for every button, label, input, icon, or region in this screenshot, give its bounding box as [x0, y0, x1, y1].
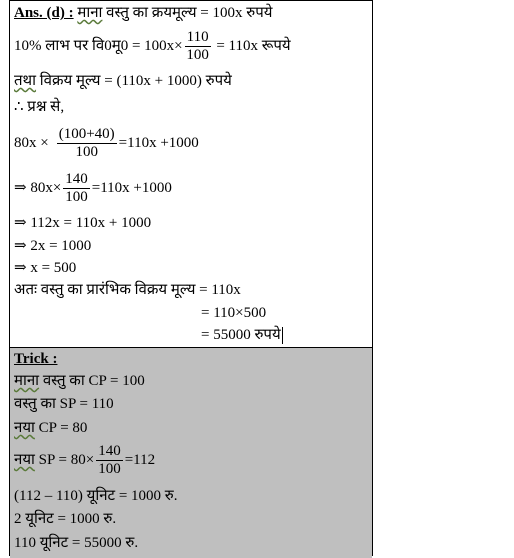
- trick-line-1: माना वस्तु का CP = 100: [14, 373, 145, 389]
- text-cursor: [282, 327, 283, 344]
- trick-line-6: 2 यूनिट = 1000 रु.: [14, 511, 117, 527]
- fraction: $\frac{(100+40)}{100}$: [58, 126, 115, 160]
- answer-line-2: 10% लाभ पर वि0मू0 = 100x× $\frac{110}{100}$ = 110x रूपये: [14, 29, 291, 63]
- answer-line-9: ⇒ x = 500: [14, 260, 77, 276]
- answer-section: [10, 1, 372, 347]
- trick-title: Trick :: [14, 351, 58, 367]
- trick-line-5: (112 – 110) यूनिट = 1000 रु.: [14, 488, 178, 504]
- fraction: $\frac{140}{100}$: [65, 171, 88, 205]
- fraction: $\frac{140}{100}$: [98, 443, 121, 477]
- trick-line-4: नया SP = 80× $\frac{140}{100}$ =112: [14, 443, 156, 477]
- answer-line-4: ∴ प्रश्न से,: [14, 99, 65, 115]
- answer-label: Ans. (d) :: [14, 5, 74, 21]
- trick-line-3: नया CP = 80: [14, 420, 88, 436]
- trick-line-7: 110 यूनिट = 55000 रु.: [14, 535, 139, 551]
- answer-line-1: Ans. (d) : माना वस्तु का क्रयमूल्य = 100x रुपये: [14, 5, 273, 21]
- answer-line-5: 80x × $\frac{(100+40)}{100}$ =110x +1000: [14, 126, 199, 160]
- solution-box: [9, 0, 373, 556]
- answer-line-6: ⇒ 80x× $\frac{140}{100}$ =110x +1000: [14, 171, 172, 205]
- trick-section: [10, 347, 372, 558]
- answer-line-12: = 55000 रुपये: [201, 327, 281, 343]
- fraction: $\frac{110}{100}$: [186, 29, 209, 63]
- answer-line-7: ⇒ 112x = 110x + 1000: [14, 215, 152, 231]
- answer-line-11: = 110×500: [201, 305, 267, 321]
- answer-line-10: अतः वस्तु का प्रारंभिक विक्रय मूल्य = 110x: [14, 282, 241, 298]
- trick-line-2: वस्तु का SP = 110: [14, 396, 114, 412]
- answer-line-3: तथा विक्रय मूल्य = (110x + 1000) रुपये: [14, 73, 232, 89]
- answer-line-8: ⇒ 2x = 1000: [14, 238, 92, 254]
